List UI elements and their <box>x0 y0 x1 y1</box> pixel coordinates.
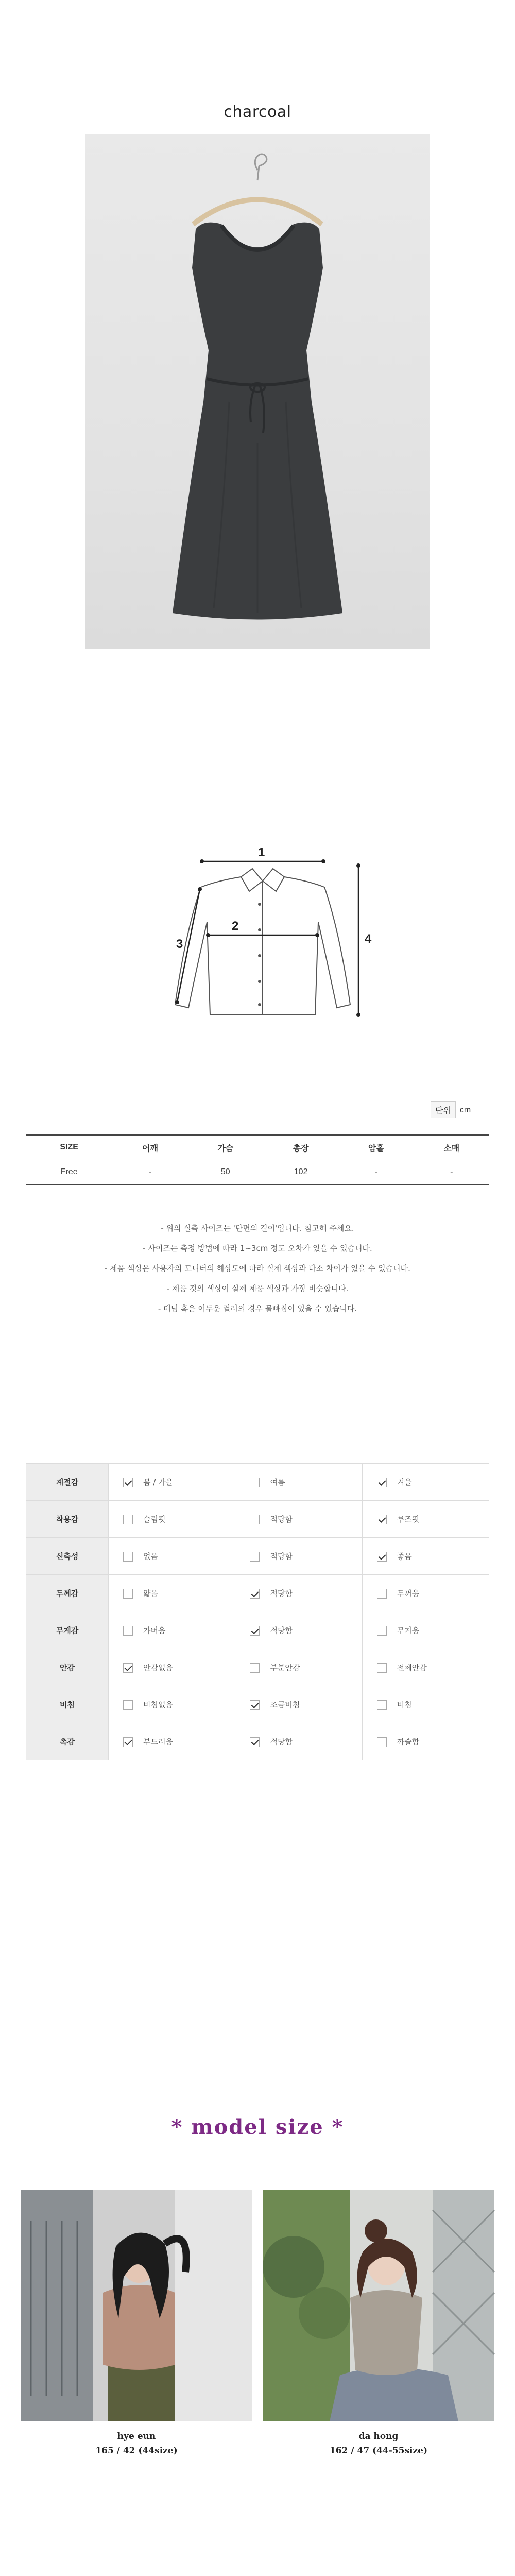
feature-option-label: 가벼움 <box>143 1626 166 1635</box>
model-size: 165 / 42 (44size) <box>95 2446 178 2456</box>
feature-option <box>235 1501 362 1538</box>
note-line: - 제품 색상은 사용자의 모니터의 해상도에 따라 실제 색상과 다소 차이가 있을 수 있습니다. <box>105 1264 410 1273</box>
dress-illustration <box>85 134 430 649</box>
table-row <box>26 1464 489 1501</box>
feature-option <box>235 1612 362 1649</box>
feature-option <box>362 1538 489 1575</box>
size-cell: - <box>338 1160 414 1184</box>
feature-option-label: 겨울 <box>397 1478 412 1487</box>
feature-label: 촉감 <box>26 1723 109 1760</box>
size-table-header-row <box>26 1135 489 1160</box>
feature-option <box>362 1686 489 1723</box>
model-photo-1 <box>21 2190 252 2421</box>
diagram-label-1: 1 <box>258 845 265 859</box>
unit-badge: 단위 <box>431 1101 456 1118</box>
feature-option <box>235 1723 362 1760</box>
feature-option-label: 부분안감 <box>270 1663 300 1672</box>
model-name: da hong <box>358 2431 399 2442</box>
checked-checkbox-icon <box>123 1663 133 1673</box>
feature-option-label: 슬림핏 <box>143 1515 166 1524</box>
size-header-cell: 총장 <box>263 1135 338 1160</box>
model-photo-2 <box>263 2190 494 2421</box>
checked-checkbox-icon <box>377 1552 387 1562</box>
table-row <box>26 1160 489 1184</box>
feature-option-label: 안감없음 <box>143 1663 173 1672</box>
diagram-label-2: 2 <box>232 919 239 933</box>
color-name: charcoal <box>224 103 291 121</box>
feature-option <box>109 1612 235 1649</box>
feature-option <box>235 1464 362 1501</box>
feature-option <box>109 1464 235 1501</box>
table-row <box>26 1723 489 1760</box>
feature-option-label: 여름 <box>270 1478 285 1487</box>
feature-option <box>109 1686 235 1723</box>
feature-option <box>235 1649 362 1686</box>
feature-label: 계절감 <box>26 1464 109 1501</box>
model-section-title: * model size * <box>171 2115 344 2139</box>
note-line: - 제품 컷의 색상이 실제 제품 색상과 가장 비슷합니다. <box>166 1284 349 1293</box>
feature-option <box>235 1686 362 1723</box>
unchecked-checkbox-icon <box>250 1552 260 1562</box>
feature-option-label: 봄 / 가을 <box>143 1478 174 1487</box>
feature-option-label: 적당함 <box>270 1737 293 1747</box>
note-line: - 데님 혹은 어두운 컬러의 경우 물빠짐이 있을 수 있습니다. <box>158 1304 357 1313</box>
size-cell: 50 <box>188 1160 263 1184</box>
size-header-cell: SIZE <box>26 1135 112 1160</box>
unchecked-checkbox-icon <box>377 1589 387 1599</box>
table-row <box>26 1686 489 1723</box>
model-name: hye eun <box>117 2431 156 2442</box>
feature-option <box>109 1538 235 1575</box>
feature-label: 무게감 <box>26 1612 109 1649</box>
feature-option-label: 적당함 <box>270 1626 293 1635</box>
model-caption-2 <box>260 2429 497 2458</box>
table-row <box>26 1649 489 1686</box>
table-row <box>26 1538 489 1575</box>
checked-checkbox-icon <box>250 1700 260 1710</box>
note-line: - 위의 실측 사이즈는 '단면의 길이'입니다. 참고해 주세요. <box>161 1224 354 1233</box>
unchecked-checkbox-icon <box>123 1700 133 1710</box>
feature-option-label: 무거움 <box>397 1626 420 1635</box>
feature-table <box>26 1463 489 1760</box>
feature-option <box>109 1501 235 1538</box>
feature-option <box>109 1723 235 1760</box>
feature-option-label: 전체안감 <box>397 1663 427 1672</box>
size-cell: - <box>112 1160 187 1184</box>
size-header-cell: 어깨 <box>112 1135 187 1160</box>
unit-value: cm <box>459 1105 471 1114</box>
feature-option-label: 얇음 <box>143 1589 158 1598</box>
table-row <box>26 1575 489 1612</box>
unchecked-checkbox-icon <box>250 1663 260 1673</box>
size-header-cell: 가슴 <box>188 1135 263 1160</box>
unchecked-checkbox-icon <box>250 1478 260 1487</box>
feature-option-label: 루즈핏 <box>397 1515 420 1524</box>
feature-option-label: 부드러움 <box>143 1737 173 1747</box>
feature-option-label: 두꺼움 <box>397 1589 420 1598</box>
feature-option <box>109 1649 235 1686</box>
size-notes <box>0 1218 515 1319</box>
feature-option <box>362 1612 489 1649</box>
size-header-cell: 암홀 <box>338 1135 414 1160</box>
feature-option-label: 좋음 <box>397 1552 412 1561</box>
feature-option-label: 비침 <box>397 1700 412 1709</box>
measurement-diagram <box>154 845 371 1041</box>
checked-checkbox-icon <box>377 1515 387 1524</box>
feature-option-label: 적당함 <box>270 1589 293 1598</box>
model-caption-1 <box>18 2429 255 2458</box>
unchecked-checkbox-icon <box>250 1515 260 1524</box>
feature-option-label: 비침없음 <box>143 1700 173 1709</box>
unchecked-checkbox-icon <box>377 1737 387 1747</box>
feature-option <box>362 1501 489 1538</box>
feature-option-label: 까슬함 <box>397 1737 420 1747</box>
checked-checkbox-icon <box>123 1737 133 1747</box>
feature-label: 두께감 <box>26 1575 109 1612</box>
unchecked-checkbox-icon <box>377 1663 387 1673</box>
checked-checkbox-icon <box>377 1478 387 1487</box>
feature-option-label: 적당함 <box>270 1552 293 1561</box>
size-header-cell: 소매 <box>414 1135 489 1160</box>
feature-option <box>109 1575 235 1612</box>
table-row <box>26 1501 489 1538</box>
feature-option-label: 적당함 <box>270 1515 293 1524</box>
unchecked-checkbox-icon <box>123 1626 133 1636</box>
size-table <box>26 1134 489 1185</box>
checked-checkbox-icon <box>123 1478 133 1487</box>
feature-option-label: 없음 <box>143 1552 158 1561</box>
feature-label: 착용감 <box>26 1501 109 1538</box>
unchecked-checkbox-icon <box>377 1626 387 1636</box>
size-cell: Free <box>26 1160 112 1184</box>
unchecked-checkbox-icon <box>377 1700 387 1710</box>
checked-checkbox-icon <box>250 1626 260 1636</box>
unchecked-checkbox-icon <box>123 1515 133 1524</box>
feature-label: 비침 <box>26 1686 109 1723</box>
checked-checkbox-icon <box>250 1589 260 1599</box>
feature-option <box>235 1538 362 1575</box>
feature-label: 안감 <box>26 1649 109 1686</box>
unchecked-checkbox-icon <box>123 1552 133 1562</box>
unchecked-checkbox-icon <box>123 1589 133 1599</box>
size-cell: - <box>414 1160 489 1184</box>
diagram-label-3: 3 <box>176 937 183 951</box>
note-line: - 사이즈는 측정 방법에 따라 1~3cm 정도 오차가 있을 수 있습니다. <box>143 1244 372 1253</box>
diagram-label-4: 4 <box>365 932 372 946</box>
size-cell: 102 <box>263 1160 338 1184</box>
feature-option <box>362 1464 489 1501</box>
feature-option <box>235 1575 362 1612</box>
feature-option-label: 조금비침 <box>270 1700 300 1709</box>
checked-checkbox-icon <box>250 1737 260 1747</box>
unit-indicator <box>431 1101 471 1118</box>
feature-label: 신축성 <box>26 1538 109 1575</box>
feature-option <box>362 1575 489 1612</box>
product-photo <box>85 134 430 649</box>
feature-option <box>362 1649 489 1686</box>
model-size: 162 / 47 (44-55size) <box>329 2446 428 2456</box>
feature-option <box>362 1723 489 1760</box>
table-row <box>26 1612 489 1649</box>
